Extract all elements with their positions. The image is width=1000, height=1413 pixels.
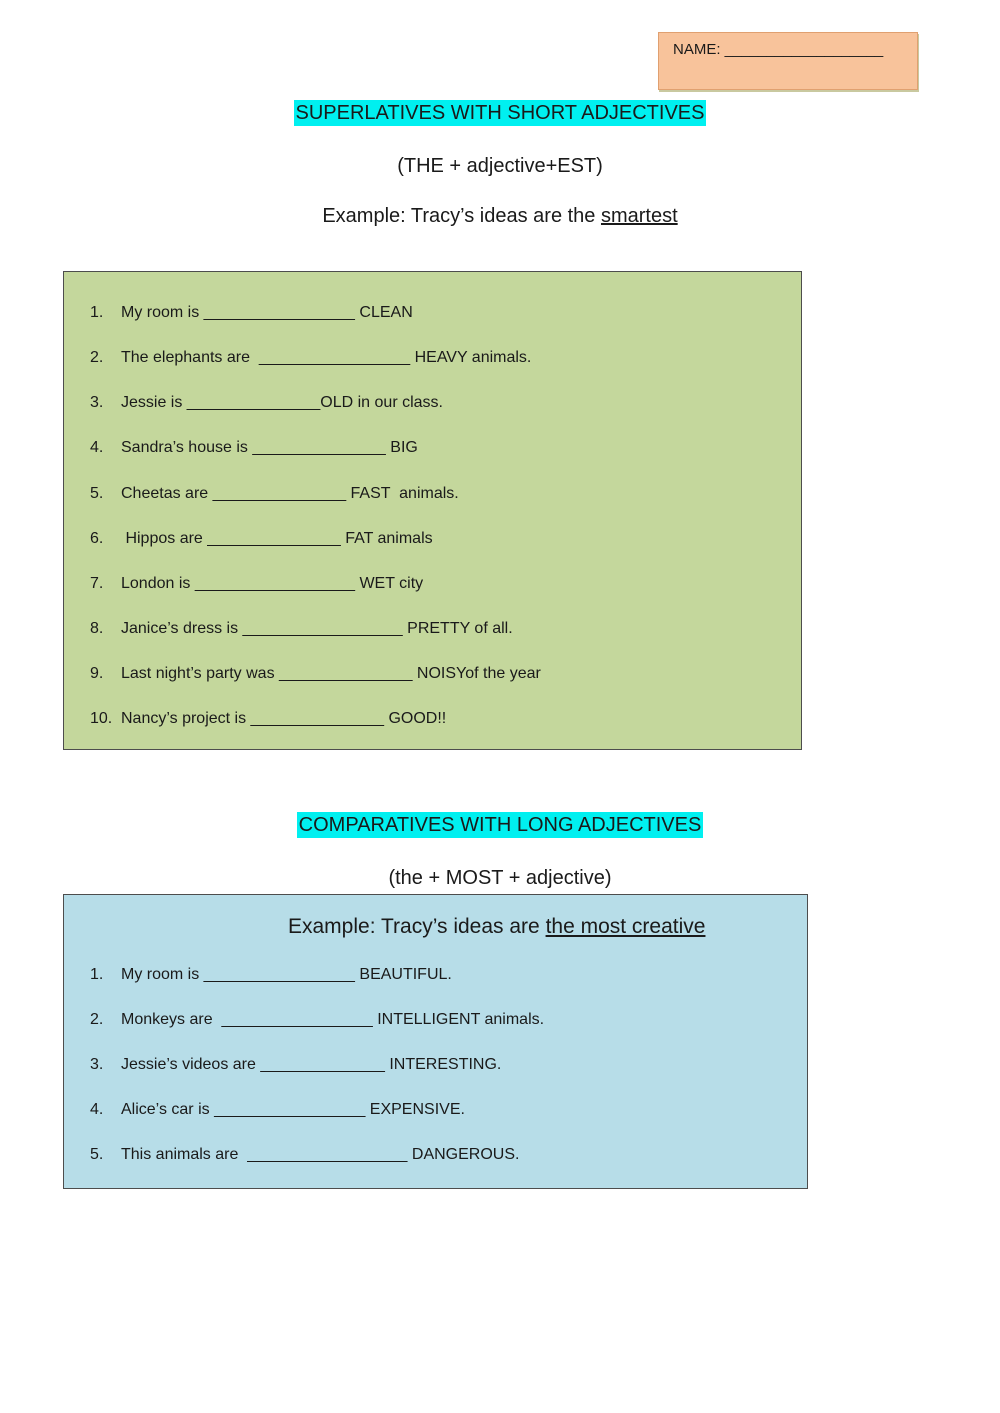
- section2-formula: (the + MOST + adjective): [388, 867, 612, 889]
- section1-title-row: [0, 102, 1000, 125]
- item-number: 10.: [90, 710, 113, 727]
- section1-exercise-box: [63, 271, 802, 750]
- item-number: 6.: [90, 530, 104, 547]
- item-text: Monkeys are _________________ INTELLIGENT animals.: [121, 1011, 545, 1028]
- item-number: 4.: [90, 1101, 104, 1118]
- item-text: London is __________________ WET city: [121, 575, 424, 592]
- exercise-item[interactable]: [90, 304, 413, 322]
- section2-exercise-box: [63, 894, 808, 1189]
- exercise-item[interactable]: [90, 575, 423, 593]
- item-number: 1.: [90, 304, 104, 321]
- item-number: 2.: [90, 349, 104, 366]
- item-number: 8.: [90, 620, 104, 637]
- section2-example: [288, 915, 705, 939]
- item-text: Jessie’s videos are ______________ INTERESTING.: [121, 1056, 502, 1073]
- exercise-item[interactable]: [90, 439, 418, 457]
- exercise-item[interactable]: [90, 620, 513, 638]
- section2-example-answer: the most creative: [545, 915, 706, 938]
- item-text: Alice’s car is _________________ EXPENSIVE.: [121, 1101, 465, 1118]
- item-number: 5.: [90, 1146, 104, 1163]
- name-field-box[interactable]: [658, 32, 918, 90]
- exercise-item[interactable]: [90, 966, 452, 984]
- item-text: This animals are __________________ DANGEROUS.: [121, 1146, 520, 1163]
- item-number: 3.: [90, 1056, 104, 1073]
- exercise-item[interactable]: [90, 1011, 544, 1029]
- item-number: 9.: [90, 665, 104, 682]
- section1-example: [0, 205, 1000, 228]
- item-number: 5.: [90, 485, 104, 502]
- item-text: Sandra’s house is _______________ BIG: [121, 439, 418, 456]
- exercise-item[interactable]: [90, 485, 459, 503]
- section1-title: SUPERLATIVES WITH SHORT ADJECTIVES: [295, 102, 705, 124]
- item-number: 7.: [90, 575, 104, 592]
- exercise-item[interactable]: [90, 1056, 501, 1074]
- section1-example-answer: smartest: [600, 205, 678, 227]
- item-number: 3.: [90, 394, 104, 411]
- exercise-item[interactable]: [90, 349, 531, 367]
- item-text: My room is _________________ BEAUTIFUL.: [121, 966, 452, 983]
- exercise-item[interactable]: [90, 1101, 465, 1119]
- item-text: Nancy’s project is _______________ GOOD!!: [121, 710, 447, 727]
- item-text: Last night’s party was _______________ NOISYof the year: [121, 665, 541, 682]
- section2-title-row: [0, 814, 1000, 837]
- section2-title: COMPARATIVES WITH LONG ADJECTIVES: [298, 814, 702, 836]
- item-text: Cheetas are _______________ FAST animals.: [121, 485, 459, 502]
- item-number: 4.: [90, 439, 104, 456]
- item-number: 2.: [90, 1011, 104, 1028]
- exercise-item[interactable]: [90, 394, 443, 412]
- name-field-label: NAME: ___________________: [673, 41, 884, 58]
- item-text: My room is _________________ CLEAN: [121, 304, 413, 321]
- item-text: Hippos are _______________ FAT animals: [121, 530, 433, 547]
- item-text: Jessie is _______________OLD in our class.: [121, 394, 443, 411]
- section2-example-prefix: Example: Tracy’s ideas are: [288, 915, 546, 938]
- exercise-item[interactable]: [90, 710, 446, 728]
- section1-formula: (THE + adjective+EST): [397, 155, 603, 177]
- exercise-item[interactable]: [90, 665, 541, 683]
- exercise-item[interactable]: [90, 530, 433, 548]
- item-number: 1.: [90, 966, 104, 983]
- item-text: Janice’s dress is __________________ PRETTY of all.: [121, 620, 513, 637]
- section1-example-prefix: Example: Tracy’s ideas are the: [322, 205, 601, 227]
- exercise-item[interactable]: [90, 1146, 519, 1164]
- item-text: The elephants are _________________ HEAVY animals.: [121, 349, 532, 366]
